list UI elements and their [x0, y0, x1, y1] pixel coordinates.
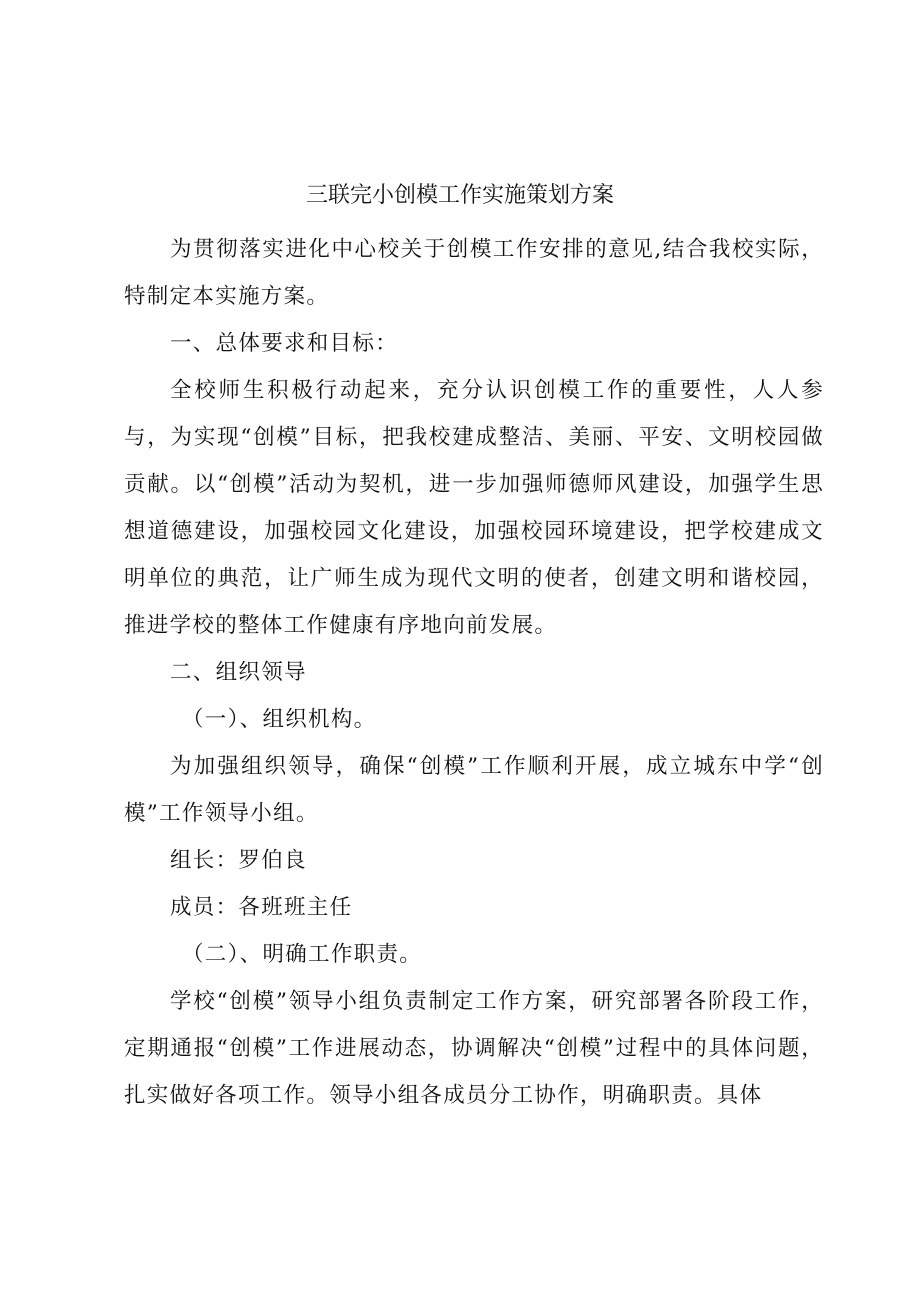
- subsection-heading-duties: （二）、明确工作职责。: [182, 942, 423, 967]
- leader-line: 组长：罗伯良: [170, 848, 307, 873]
- structure-paragraph: 为加强组织领导，确保“创模”工作顺利开展，成立城东中学“创模”工作领导小组。: [124, 754, 824, 826]
- document-body: [124, 226, 824, 1119]
- members-line: 成员：各班班主任: [170, 895, 353, 920]
- document-title: 三联完小创模工作实施策划方案: [305, 183, 614, 208]
- intro-paragraph: 为贯彻落实进化中心校关于创模工作安排的意见,结合我校实际，特制定本实施方案。: [124, 237, 824, 309]
- section-heading-goals: 一、总体要求和目标：: [170, 331, 399, 356]
- subsection-heading-structure: （一）、组织机构。: [182, 707, 377, 732]
- duties-paragraph: 学校“创模”领导小组负责制定工作方案，研究部署各阶段工作，定期通报“创模”工作进展动态，协调解决“创模”过程中的具体问题，扎实做好各项工作。领导小组各成员分工协作，明确职责。具体: [124, 989, 824, 1108]
- section-heading-organization: 二、组织领导: [170, 660, 307, 685]
- goals-paragraph: 全校师生积极行动起来，充分认识创模工作的重要性，人人参与，为实现“创模”目标，把我校建成整洁、美丽、平安、文明校园做贡献。以“创模”活动为契机，进一步加强师德师风建设，加强学生思想道德建设，加强校园文化建设，加强校园环境建设，把学校建成文明单位的典范，让广师生成为现代文明的使者，创建文明和谐校园，推进学校的整体工作健康有序地向前发展。: [124, 378, 824, 638]
